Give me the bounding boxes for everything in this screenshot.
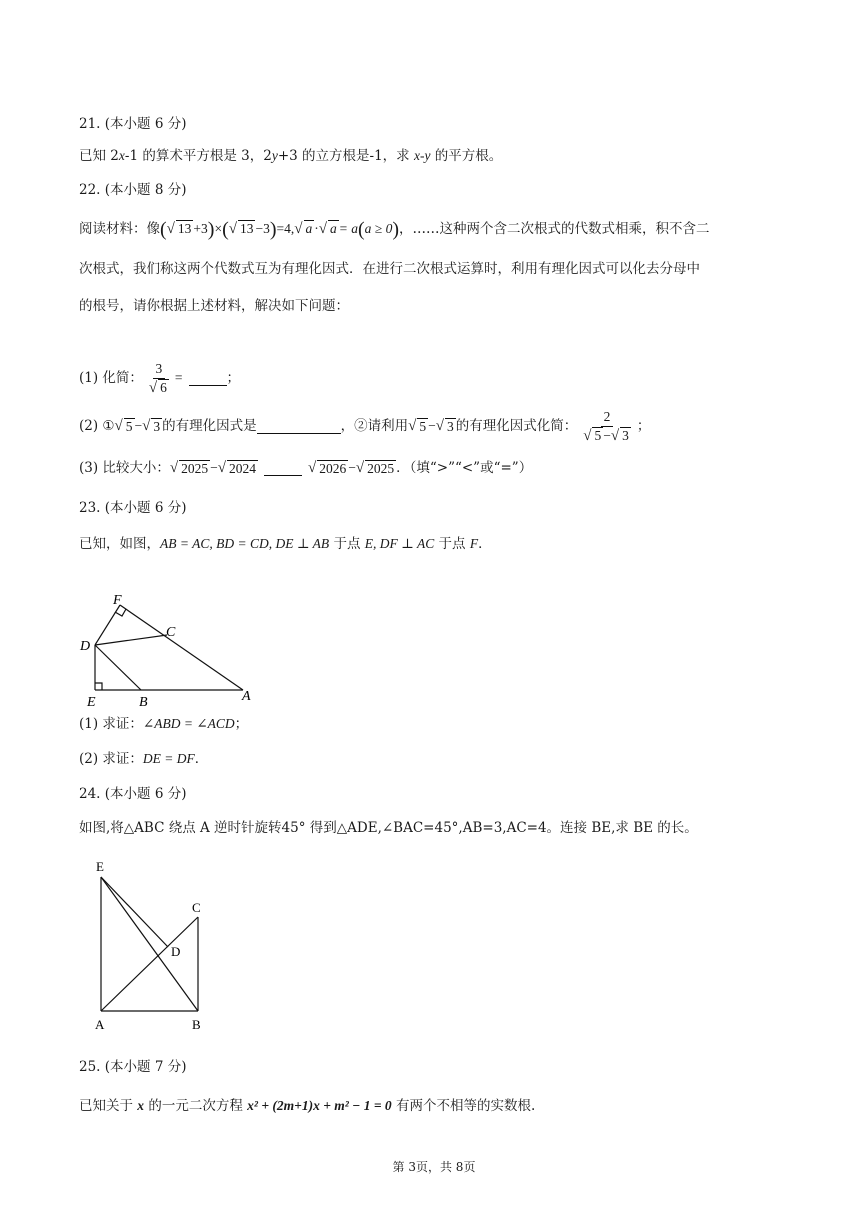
q22-p2-fraction: $\frac{2}{√ 5 -√ 3}$ (583, 408, 629, 444)
label-C: C (192, 900, 201, 915)
q25-header: 25. (本小题 7 分) (79, 1059, 187, 1075)
q22-header: 22. (本小题 8 分) (79, 182, 187, 198)
q21-statement: 已知 2x-1 的算术平方根是 3，2y+3 的立方根是-1，求 x-y 的平方根。 (79, 148, 503, 164)
label-B: B (139, 695, 148, 710)
line-fa (120, 605, 243, 690)
label-D: D (80, 639, 91, 654)
q22-p2-blank[interactable] (257, 419, 341, 434)
q22-intro-line1: 阅读材料：像(√ 13 +3)×(√ 13 −3)=4,√ a ·√ a = a(a ≥ 0)，……这种两个含二次根式的代数式相乘，积不含二 (79, 218, 710, 241)
q22-p1-fraction: $\frac{3}{√ 6}$ (148, 360, 167, 396)
q22-part2: (2) ① √ 5 − √ 3 的有理化因式是 ，②请利用 √ 5 − √ 3 的有理化因式化简： $\frac{2}{√ 5 -√ 3}$ ； (79, 408, 651, 444)
q22-p3-blank[interactable] (264, 461, 302, 476)
label-E: E (96, 859, 104, 874)
q23-figure (75, 588, 265, 713)
q23-header: 23. (本小题 6 分) (79, 500, 187, 516)
label-A: A (242, 689, 251, 704)
line-ed (101, 877, 168, 947)
q22-intro-line2: 次根式，我们称这两个代数式互为有理化因式．在进行二次根式运算时，利用有理化因式可以化去分母中 (79, 261, 700, 277)
q23-part1: (1) 求证：∠ABD = ∠ACD； (79, 716, 249, 732)
q24-figure (88, 855, 218, 1035)
q25-statement: 已知关于 x 的一元二次方程 x² + (2m+1)x + m² − 1 = 0 有两个不相等的实数根. (79, 1098, 536, 1114)
line-eb (101, 877, 198, 1011)
q22-part3: (3) 比较大小： √ 2025 − √ 2024 √ 2026 − √ 2025 ．（填“>”“<”或“=”） (79, 460, 533, 476)
label-D: D (171, 944, 181, 959)
label-E: E (87, 695, 96, 710)
q22-p1-blank[interactable] (189, 371, 227, 386)
q23-part2: (2) 求证：DE = DF． (79, 751, 209, 767)
line-dc (95, 635, 167, 645)
page-footer: 第 3页，共 8页 (392, 1160, 476, 1174)
q23-statement: 已知，如图，AB = AC, BD = CD, DE ⊥ AB 于点 E, DF ⊥ AC 于点 F． (79, 536, 492, 552)
label-C: C (166, 625, 176, 640)
q24-header: 24. (本小题 6 分) (79, 786, 187, 802)
q22-part1: (1) 化简： $\frac{3}{√ 6}$ = ； (79, 360, 241, 396)
q22-intro-line3: 的根号，请你根据上述材料，解决如下问题： (79, 298, 349, 314)
q24-statement: 如图,将△ABC 绕点 A 逆时针旋转45° 得到△ADE,∠BAC=45°,AB=3,AC=4。连接 BE,求 BE 的长。 (79, 820, 698, 836)
label-A: A (95, 1017, 105, 1032)
label-F: F (113, 593, 122, 608)
q21-header: 21. (本小题 6 分) (79, 116, 187, 132)
line-df (95, 605, 120, 645)
label-B: B (192, 1017, 201, 1032)
line-ac (101, 917, 198, 1011)
right-angle-e (95, 683, 102, 690)
